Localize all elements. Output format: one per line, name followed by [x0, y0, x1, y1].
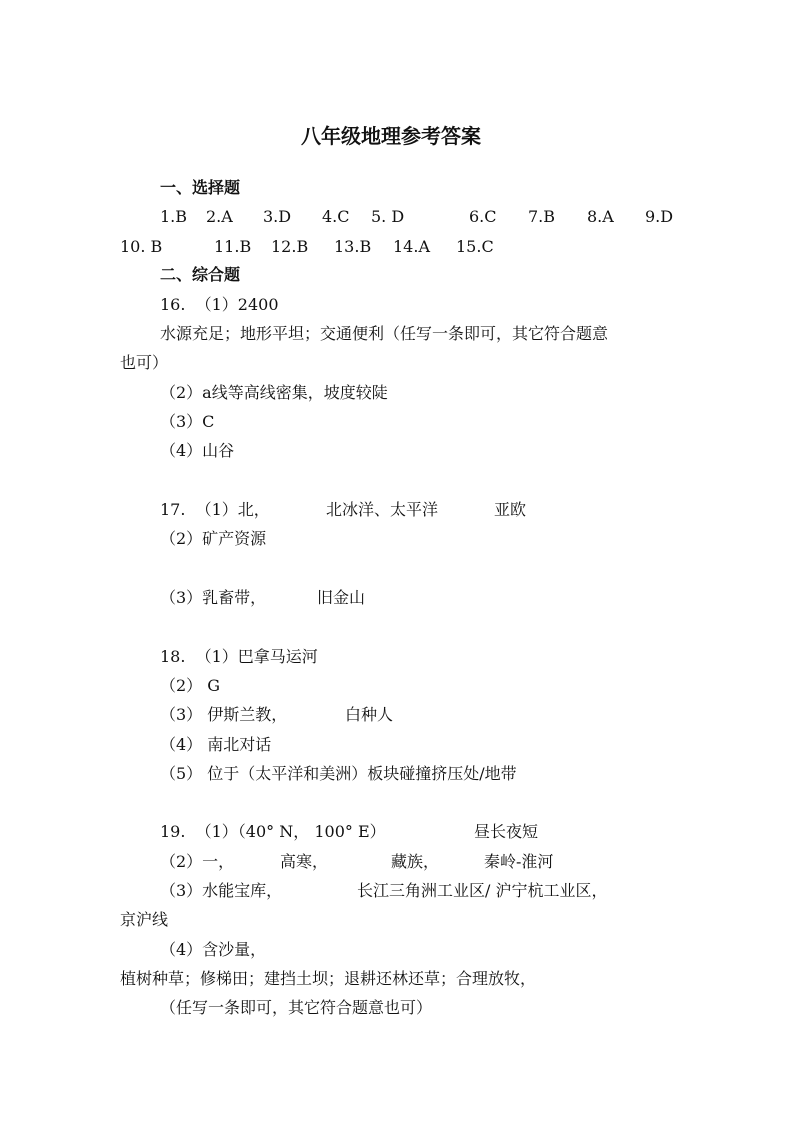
q19-part1: 19. （1）（40° N， 100° E） [160, 822, 386, 841]
choice-answer-14: 14.A [393, 237, 430, 256]
choice-answer-10: 10. B [120, 237, 163, 256]
choice-answer-13: 13.B [334, 237, 372, 256]
choice-answer-9: 9.D [645, 207, 674, 226]
choice-answer-1: 1.B [160, 207, 188, 226]
choice-answer-6: 6.C [469, 207, 497, 226]
choice-answer-11: 11.B [214, 237, 252, 256]
q18-part1: 18. （1）巴拿马运河 [160, 647, 318, 666]
q19-part4-note: （任写一条即可，其它符合题意也可） [160, 998, 433, 1017]
q16-reason-line: 水源充足；地形平坦；交通便利（任写一条即可，其它符合题意 [160, 324, 609, 343]
q17-part1-continent: 亚欧 [494, 500, 527, 519]
q16-part1: 16. （1）2400 [160, 295, 279, 314]
q18-part2: （2） G [160, 676, 221, 695]
choice-answer-12: 12.B [271, 237, 309, 256]
q16-part3: （3）C [160, 412, 215, 431]
q19-part3-railway: 京沪线 [120, 910, 169, 929]
page-title: 八年级地理参考答案 [301, 124, 481, 148]
q18-part3-race: 白种人 [345, 705, 394, 724]
q19-part4-measures: 植树种草；修梯田；建挡土坝；退耕还林还草；合理放牧， [120, 969, 537, 988]
q19-part4: （4）含沙量， [160, 940, 267, 959]
q16-part2: （2）a线等高线密集，坡度较陡 [160, 383, 388, 402]
q17-part1-oceans: 北冰洋、太平洋 [326, 500, 439, 519]
choice-answer-4: 4.C [322, 207, 350, 226]
q18-part3: （3） 伊斯兰教， [160, 705, 288, 724]
choice-answer-3: 3.D [263, 207, 292, 226]
q19-part2-climate: 高寒， [280, 852, 329, 871]
section-heading-choice: 一、选择题 [160, 178, 241, 197]
choice-answer-2: 2.A [206, 207, 233, 226]
q18-part4: （4） 南北对话 [160, 735, 272, 754]
q19-part2-boundary: 秦岭-淮河 [484, 852, 554, 871]
q18-part5: （5） 位于（太平洋和美洲）板块碰撞挤压处/地带 [160, 764, 517, 783]
q19-part2: （2）一， [160, 852, 235, 871]
q17-part3: （3）乳畜带， [160, 588, 267, 607]
section-heading-comprehensive: 二、综合题 [160, 265, 241, 284]
choice-answer-8: 8.A [587, 207, 614, 226]
q19-part1-daylength: 昼长夜短 [474, 822, 539, 841]
q17-part2: （2）矿产资源 [160, 529, 267, 548]
q17-part3-city: 旧金山 [317, 588, 366, 607]
choice-answer-15: 15.C [456, 237, 494, 256]
choice-answer-7: 7.B [528, 207, 556, 226]
q16-part4: （4）山谷 [160, 441, 235, 460]
q19-part2-ethnic: 藏族， [391, 852, 440, 871]
q17-part1: 17. （1）北， [160, 500, 270, 519]
q16-reason-continued: 也可） [120, 353, 169, 372]
q19-part3: （3）水能宝库， [160, 881, 283, 900]
choice-answer-5: 5. D [371, 207, 405, 226]
q19-part3-industry: 长江三角洲工业区/ 沪宁杭工业区， [357, 881, 608, 900]
